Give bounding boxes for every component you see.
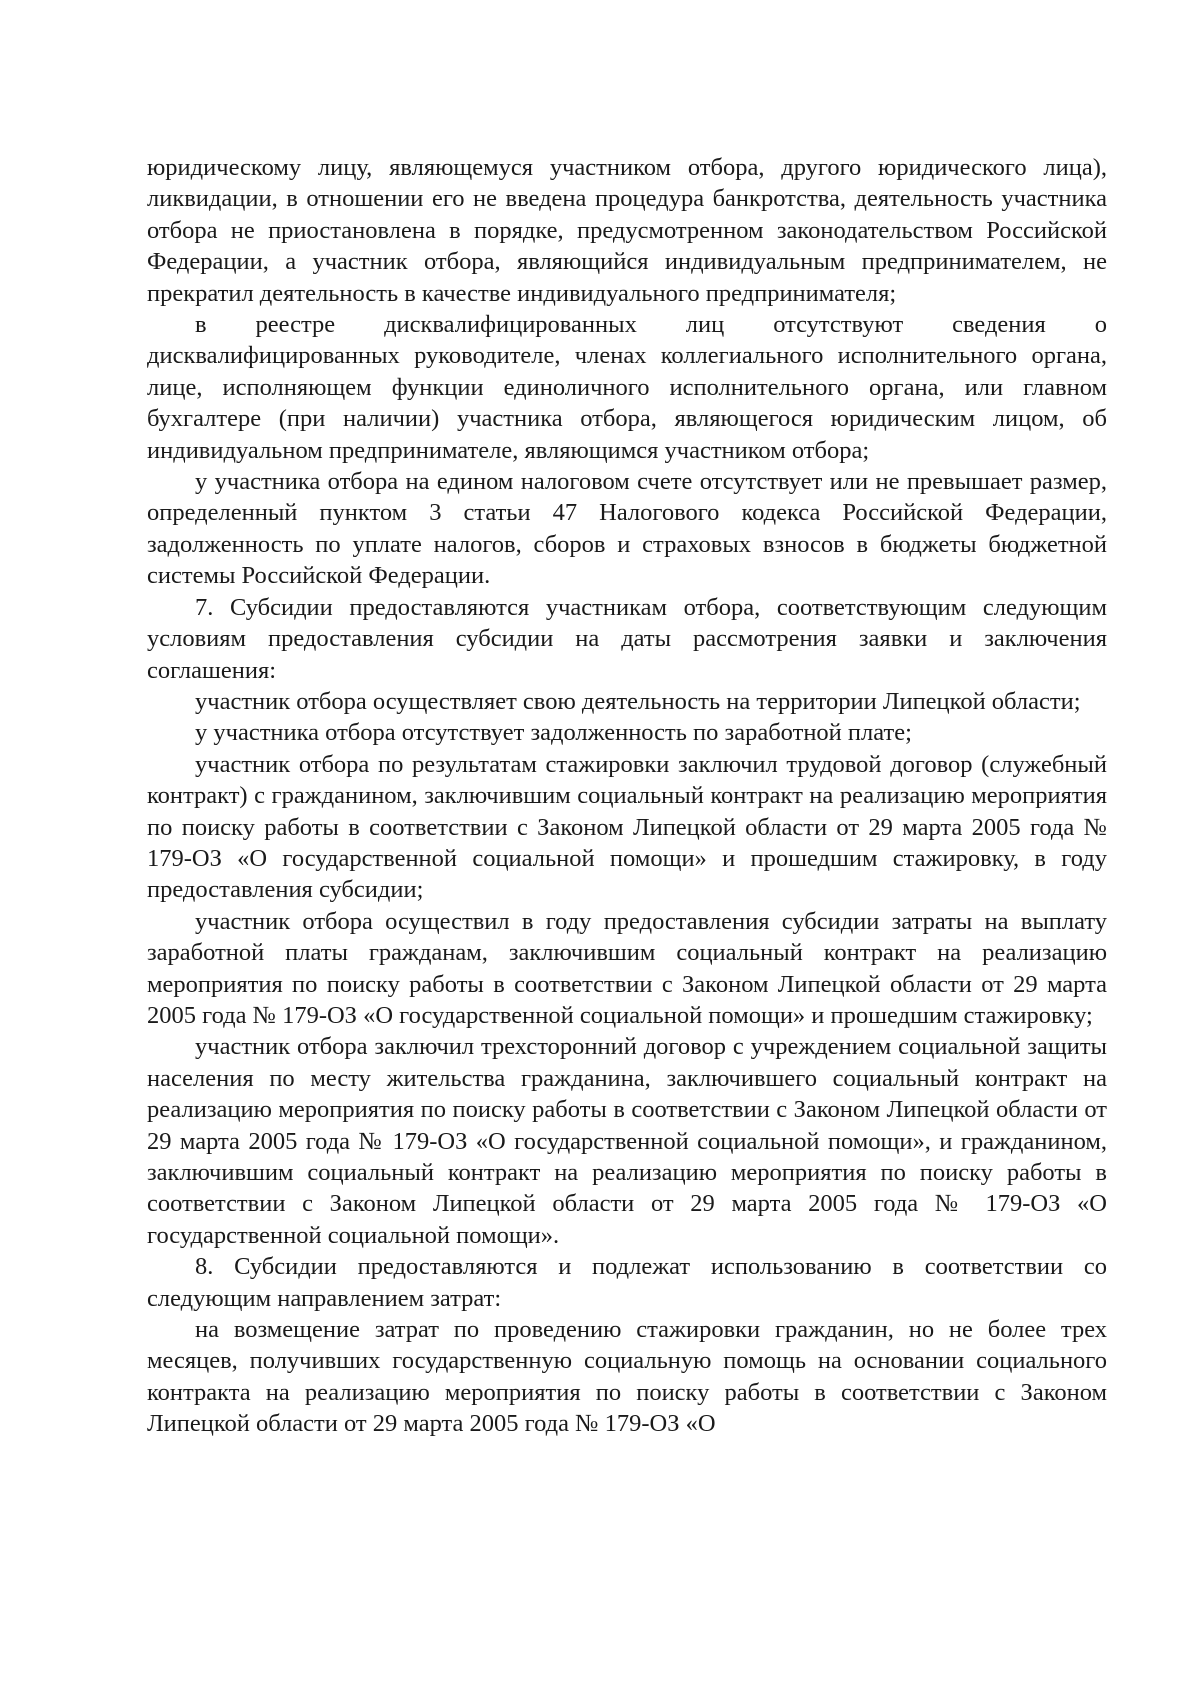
paragraph: участник отбора заключил трехсторонний договор с учреждением социальной защиты населения по месту жительства гражданина, заключившего социальный контракт на реализацию мероприятия по поиску работы в соответствии с Законом Липецкой области от 29 марта 2005 года № 179-ОЗ «О государственной социальной помощи», и гражданином, заключившим социальный контракт на реализацию мероприятия по поиску работы в соответствии с Законом Липецкой области от 29 марта 2005 года № 179-ОЗ «О государственной социальной помощи». — [147, 1033, 1107, 1249]
paragraph: на возмещение затрат по проведению стажировки гражданин, но не более трех месяцев, получивших государственную социальную помощь на основании социального контракта на реализацию мероприятия по поиску работы в соответствии с Законом Липецкой области от 29 марта 2005 года № 179-ОЗ «О — [147, 1316, 1107, 1438]
paragraph: в реестре дисквалифицированных лиц отсутствуют сведения о дисквалифицированных руководителе, членах коллегиального исполнительного органа, лице, исполняющем функции единоличного исполнительного органа, или главном бухгалтере (при наличии) участника отбора, являющегося юридическим лицом, об индивидуальном предпринимателе, являющимся участником отбора; — [147, 311, 1107, 464]
paragraph: у участника отбора на едином налоговом счете отсутствует или не превышает размер, определенный пунктом 3 статьи 47 Налогового кодекса Российской Федерации, задолженность по уплате налогов, сборов и страховых взносов в бюджеты бюджетной системы Российской Федерации. — [147, 468, 1107, 590]
paragraph: участник отбора по результатам стажировки заключил трудовой договор (служебный контракт) с гражданином, заключившим социальный контракт на реализацию мероприятия по поиску работы в соответствии с Законом Липецкой области от 29 марта 2005 года № 179-ОЗ «О государственной социальной помощи» и прошедшим стажировку, в году предоставления субсидии; — [147, 750, 1107, 904]
paragraph: участник отбора осуществил в году предоставления субсидии затраты на выплату заработной платы гражданам, заключившим социальный контракт на реализацию мероприятия по поиску работы в соответствии с Законом Липецкой области от 29 марта 2005 года № 179-ОЗ «О государственной социальной помощи» и прошедшим стажировку; — [147, 907, 1107, 1029]
paragraph: у участника отбора отсутствует задолженность по заработной плате; — [195, 719, 912, 747]
paragraph: 8. Субсидии предоставляются и подлежат использованию в соответствии со следующим направлением затрат: — [147, 1253, 1107, 1312]
paragraph: участник отбора осуществляет свою деятельность на территории Липецкой области; — [195, 687, 1081, 715]
document-page — [147, 152, 1107, 1440]
paragraph: 7. Субсидии предоставляются участникам отбора, соответствующим следующим условиям предоставления субсидии на даты рассмотрения заявки и заключения соглашения: — [147, 593, 1107, 684]
paragraph: юридическому лицу, являющемуся участником отбора, другого юридического лица), ликвидации, в отношении его не введена процедура банкротства, деятельность участника отбора не приостановлена в порядке, предусмотренном законодательством Российской Федерации, а участник отбора, являющийся индивидуальным предпринимателем, не прекратил деятельность в качестве индивидуального предпринимателя; — [147, 154, 1107, 307]
